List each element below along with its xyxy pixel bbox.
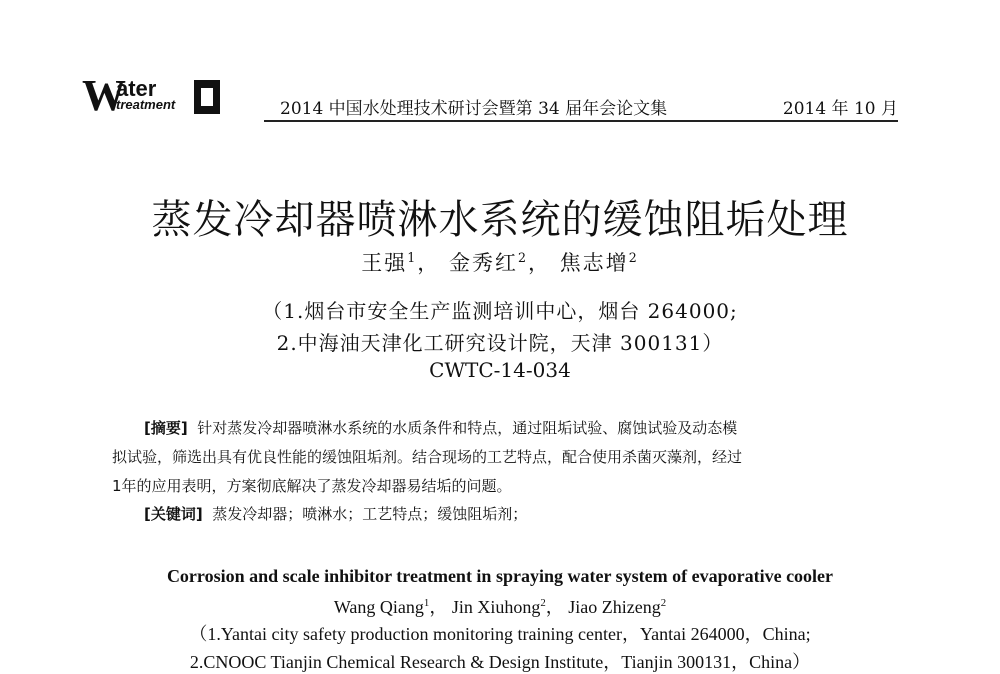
logo-w-glyph: W bbox=[82, 71, 124, 120]
english-affiliation-1: （1.Yantai city safety production monitoring training center，Yantai 264000，China; bbox=[189, 624, 811, 644]
author-name: 王强 bbox=[361, 251, 408, 275]
keywords bbox=[144, 503, 527, 524]
keywords-text: 蒸发冷却器；喷淋水；工艺特点；缓蚀阻垢剂； bbox=[212, 505, 528, 523]
water-treatment-logo bbox=[80, 71, 222, 120]
header-rule bbox=[264, 120, 898, 122]
author-name: Jiao Zhizeng bbox=[568, 597, 661, 617]
abstract-text: 1年的应用表明，方案彻底解决了蒸发冷却器易结垢的问题。 bbox=[112, 477, 512, 495]
english-title: Corrosion and scale inhibitor treatment in spraying water system of evaporative cooler bbox=[166, 566, 834, 586]
abstract-text: 针对蒸发冷却器喷淋水系统的水质条件和特点，通过阻垢试验、腐蚀试验及动态模 bbox=[197, 419, 738, 437]
abstract-text: 拟试验，筛选出具有优良性能的缓蚀阻垢剂。结合现场的工艺特点，配合使用杀菌灭藻剂，经过 bbox=[112, 448, 743, 466]
author-name: 焦志增 bbox=[559, 251, 629, 275]
paper-title: 蒸发冷却器喷淋水系统的缓蚀阻垢处理 bbox=[151, 197, 849, 243]
authors-cn: 王强$^1$， 金秀红$^2$， 焦志增$^2$ bbox=[361, 250, 639, 275]
publication-date: 2014 年 10 月 bbox=[782, 99, 898, 119]
affiliation-1: （1.烟台市安全生产监测培训中心，烟台 264000; bbox=[262, 299, 738, 323]
author-name: Wang Qiang bbox=[333, 597, 424, 617]
keywords-label: [关键词] bbox=[144, 505, 203, 523]
paper-code: CWTC-14-034 bbox=[429, 358, 571, 382]
abstract-label: [摘要] bbox=[144, 419, 188, 437]
english-affiliation-2: 2.CNOOC Tianjin Chemical Research & Design Institute，Tianjin 300131，China） bbox=[189, 652, 811, 672]
author-name: 金秀红 bbox=[448, 251, 518, 275]
abstract bbox=[112, 414, 872, 501]
affiliation-2: 2.中海油天津化工研究设计院，天津 300131） bbox=[276, 331, 724, 355]
journal-name: 2014 中国水处理技术研讨会暨第 34 届年会论文集 bbox=[280, 99, 668, 119]
english-authors: Wang Qiang$^1$， Jin Xiuhong$^2$， Jiao Zhizeng$^2$ bbox=[333, 597, 667, 617]
logo-word-treatment: treatment bbox=[116, 97, 176, 112]
logo-word-ater: ater bbox=[116, 76, 157, 101]
page-header bbox=[80, 70, 898, 126]
author-name: Jin Xiuhong bbox=[451, 597, 541, 617]
